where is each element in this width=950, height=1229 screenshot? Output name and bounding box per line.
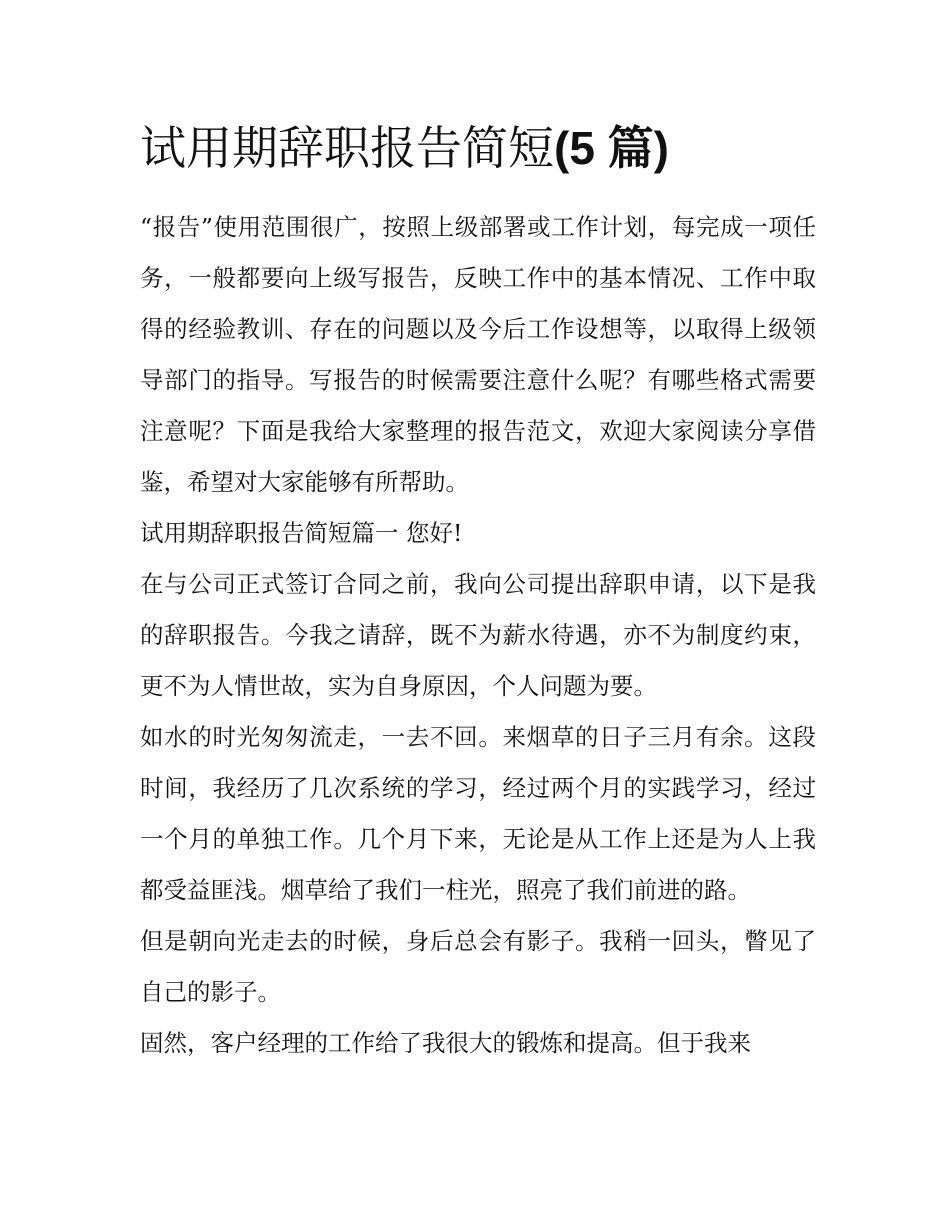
paragraph-intro: “报告”使用范围很广，按照上级部署或工作计划，每完成一项任务，一般都要向上级写报告，反映工作中的基本情况、工作中取得的经验教训、存在的问题以及今后工作设想等，以取得上级领导部门的指导。写报告的时候需要注意什么呢？有哪些格式需要注意呢？下面是我给大家整理的报告范文，欢迎大家阅读分享借鉴，希望对大家能够有所帮助。 [140,213,816,496]
paragraph-section-heading: 试用期辞职报告简短篇一 您好! [140,519,463,547]
paragraph-shadow: 但是朝向光走去的时候，身后总会有影子。我稍一回头，瞥见了自己的影子。 [140,927,816,1006]
document-title-main: 试用期辞职报告简短 [140,121,554,175]
paragraph-time-reflection: 如水的时光匆匆流走，一去不回。来烟草的日子三月有余。这段时间，我经历了几次系统的学习，经过两个月的实践学习，经过一个月的单独工作。几个月下来，无论是从工作上还是为人上我都受益匪浅。烟草给了我们一柱光，照亮了我们前进的路。 [140,723,816,904]
document-title-suffix: (5 篇) [554,122,669,174]
document-title [140,116,816,180]
document-content [140,116,816,1069]
document-body [140,202,816,1069]
paragraph-resignation-request: 在与公司正式签订合同之前，我向公司提出辞职申请，以下是我的辞职报告。今我之请辞，既不为薪水待遇，亦不为制度约束，更不为人情世故，实为自身原因，个人问题为要。 [140,570,816,700]
paragraph-account-manager: 固然，客户经理的工作给了我很大的锻炼和提高。但于我来 [140,1029,751,1057]
